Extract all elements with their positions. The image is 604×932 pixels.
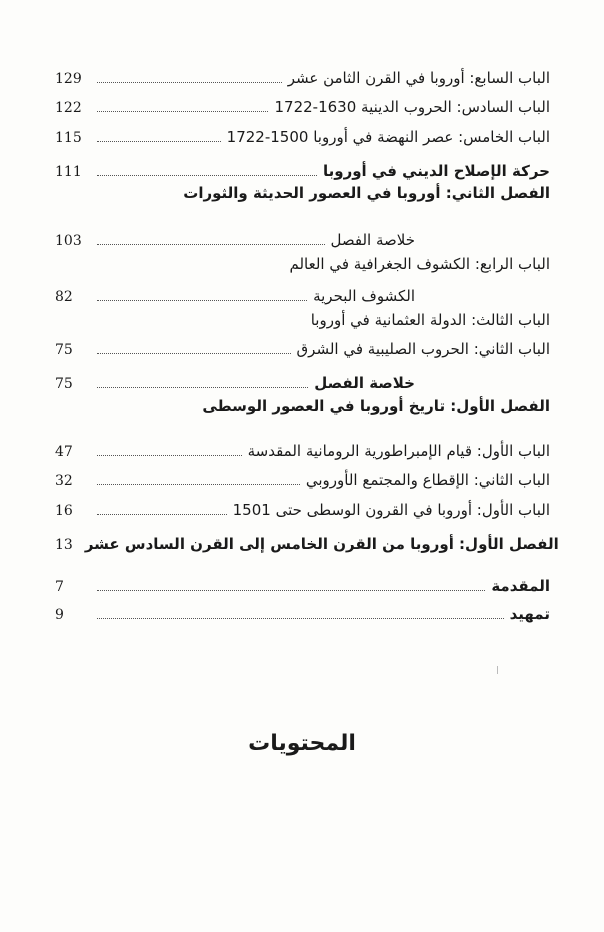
toc-entry[interactable]	[55, 125, 550, 147]
toc-page-number: 103	[55, 233, 82, 249]
toc-entry-title: الكشوف البحرية	[313, 287, 415, 305]
toc-entry[interactable]	[55, 66, 550, 88]
toc-entry-title: الفصل الأول: أوروبا من القرن الخامس إلى القرن السادس عشر	[84, 535, 559, 553]
toc-entry-title: حركة الإصلاح الديني في أوروبا	[322, 162, 550, 180]
toc-entry-title: الباب الأول: أوروبا في القرون الوسطى حتى 1501	[232, 501, 550, 519]
toc-page-number: 7	[55, 579, 64, 595]
toc-leader-dots	[97, 141, 221, 142]
toc-entry[interactable]	[55, 337, 550, 359]
toc-entry[interactable]	[55, 439, 550, 461]
toc-page-number: 9	[55, 607, 64, 623]
toc-entry[interactable]	[55, 159, 550, 181]
toc-entry-title: المقدمة	[491, 577, 550, 595]
toc-leader-dots	[97, 618, 504, 619]
toc-page-number: 75	[55, 342, 73, 358]
toc-entry-title: الباب الثاني: الحروب الصليبية في الشرق	[296, 340, 550, 358]
toc-entry[interactable]	[55, 574, 550, 596]
toc-entry-title: الباب الأول: قيام الإمبراطورية الرومانية المقدسة	[247, 442, 550, 460]
toc-entry-title: الباب الخامس: عصر النهضة في أوروبا 1500-1722	[226, 128, 550, 146]
toc-leader-dots	[97, 244, 325, 245]
toc-page-number: 32	[55, 473, 73, 489]
toc-leader-dots	[97, 590, 485, 591]
toc-entry[interactable]	[55, 284, 550, 306]
toc-leader-dots	[97, 514, 227, 515]
toc-leader-dots	[97, 484, 300, 485]
toc-entry[interactable]	[55, 252, 550, 274]
toc-page-number: 115	[55, 130, 82, 146]
toc-leader-dots	[97, 82, 282, 83]
toc-page-number: 82	[55, 289, 73, 305]
toc-entry[interactable]	[55, 602, 550, 624]
toc-entry-title: خلاصة الفصل	[330, 231, 415, 249]
toc-page-number: 16	[55, 503, 73, 519]
toc-section-title: الفصل الثاني: أوروبا في العصور الحديثة والثورات	[183, 184, 550, 202]
toc-leader-dots	[97, 111, 268, 112]
toc-entry[interactable]	[55, 95, 550, 117]
toc-leader-dots	[97, 387, 308, 388]
toc-page-number: 122	[55, 100, 82, 116]
toc-page-number: 129	[55, 71, 82, 87]
toc-page-number: 47	[55, 444, 73, 460]
toc-entry-title: الباب الثاني: الإقطاع والمجتمع الأوروبي	[305, 471, 550, 489]
toc-entry-title: الباب السادس: الحروب الدينية 1630-1722	[274, 98, 550, 116]
toc-entry-title: الباب السابع: أوروبا في القرن الثامن عشر	[287, 69, 550, 87]
toc-leader-dots	[97, 455, 242, 456]
paper-speck	[497, 666, 498, 674]
toc-leader-dots	[97, 300, 307, 301]
toc-entry-title: الباب الثالث: الدولة العثمانية في أوروبا	[310, 311, 550, 329]
toc-entry[interactable]	[55, 308, 550, 330]
toc-section-title: الفصل الأول: تاريخ أوروبا في العصور الوسطى	[202, 397, 550, 415]
toc-entry[interactable]	[55, 532, 559, 554]
toc-page-number: 75	[55, 376, 73, 392]
toc-entry-title: تمهيد	[509, 605, 550, 623]
toc-entry-title: الباب الرابع: الكشوف الجغرافية في العالم	[289, 255, 550, 273]
toc-section-heading[interactable]	[55, 181, 550, 203]
toc-leader-dots	[97, 175, 317, 176]
toc-entry[interactable]	[55, 468, 550, 490]
toc-entry[interactable]	[55, 228, 550, 250]
toc-entry[interactable]	[55, 371, 550, 393]
toc-entry[interactable]	[55, 498, 550, 520]
page-title: المحتويات	[248, 731, 356, 756]
toc-page-number: 111	[55, 164, 82, 180]
toc-leader-dots	[97, 353, 291, 354]
toc-page-number: 13	[55, 537, 73, 553]
toc-entry-title: خلاصة الفصل	[314, 374, 415, 392]
toc-section-heading[interactable]	[55, 394, 550, 416]
